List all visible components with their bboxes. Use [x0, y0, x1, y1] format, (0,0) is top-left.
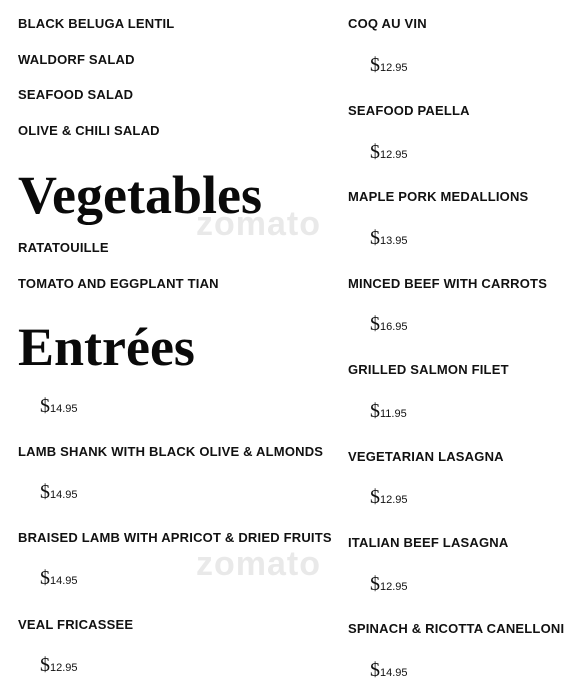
price: $12.95 — [40, 654, 78, 676]
price: $11.95 — [370, 400, 407, 422]
section-heading-entrees: Entrées — [18, 317, 195, 377]
price: $12.95 — [370, 573, 408, 595]
menu-item: VEGETARIAN LASAGNA — [348, 449, 504, 464]
menu-item: TOMATO AND EGGPLANT TIAN — [18, 276, 219, 291]
menu-item: SEAFOOD PAELLA — [348, 103, 470, 118]
menu-item: BLACK BELUGA LENTIL — [18, 16, 175, 31]
price: $14.95 — [370, 659, 408, 681]
menu-item: GRILLED SALMON FILET — [348, 362, 509, 377]
menu-item: OLIVE & CHILI SALAD — [18, 123, 160, 138]
menu-item: COQ AU VIN — [348, 16, 427, 31]
price: $12.95 — [370, 141, 408, 163]
menu-item: SPINACH & RICOTTA CANELLONI — [348, 621, 565, 636]
menu-item: MAPLE PORK MEDALLIONS — [348, 189, 529, 204]
price: $12.95 — [370, 486, 408, 508]
menu-item: MINCED BEEF WITH CARROTS — [348, 276, 548, 291]
price: $14.95 — [40, 481, 78, 503]
menu-item: RATATOUILLE — [18, 240, 109, 255]
menu-item: LAMB SHANK WITH BLACK OLIVE & ALMONDS — [18, 444, 324, 459]
price: $14.95 — [40, 395, 78, 417]
price: $12.95 — [370, 54, 408, 76]
menu-item: SEAFOOD SALAD — [18, 87, 134, 102]
watermark: zomato — [196, 545, 321, 583]
section-heading-vegetables: Vegetables — [18, 165, 262, 225]
price: $14.95 — [40, 567, 78, 589]
price: $13.95 — [370, 227, 408, 249]
menu-item: VEAL FRICASSEE — [18, 617, 134, 632]
price: $16.95 — [370, 313, 408, 335]
menu-item: BRAISED LAMB WITH APRICOT & DRIED FRUITS — [18, 530, 332, 545]
menu-item: ITALIAN BEEF LASAGNA — [348, 535, 509, 550]
menu-item: WALDORF SALAD — [18, 52, 135, 67]
watermark: zomato — [196, 205, 321, 243]
